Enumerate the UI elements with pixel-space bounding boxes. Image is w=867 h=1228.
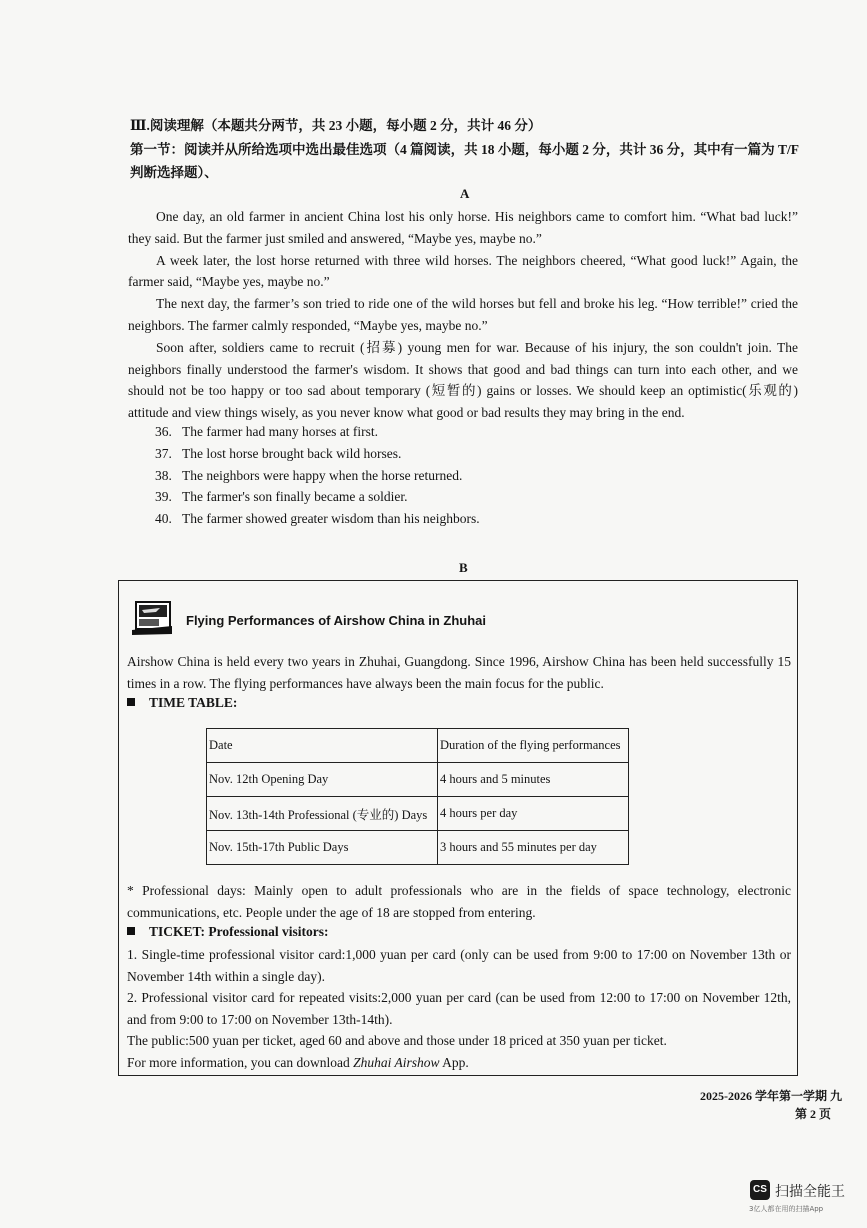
- question-item: [155, 465, 480, 487]
- passage-b-intro: Airshow China is held every two years in Zhuhai, Guangdong. Since 1996, Airshow China has been held successfully 15 times in a row. The flying performances have always been the main focus for the public.: [127, 654, 791, 691]
- question-number: 39.: [155, 489, 172, 505]
- question-number: 38.: [155, 467, 172, 483]
- footer-term: 2025-2026 学年第一学期 九: [700, 1089, 842, 1103]
- question-number: 37.: [155, 445, 172, 461]
- table-cell: Nov. 13th-14th Professional (专业的) Days: [207, 797, 438, 831]
- table-row: [207, 797, 629, 831]
- table-cell: 4 hours per day: [438, 797, 629, 831]
- passage-a-label: A: [460, 186, 470, 201]
- table-header-cell: Date: [207, 729, 438, 763]
- question-item: [155, 421, 480, 443]
- table-cell: 3 hours and 55 minutes per day: [438, 831, 629, 865]
- question-number: 40.: [155, 511, 172, 527]
- table-row: [207, 763, 629, 797]
- section-title: Ⅲ.阅读理解（本题共分两节，共 23 小题，每小题 2 分，共计 46 分）: [130, 118, 542, 133]
- professional-days-note: * Professional days: Mainly open to adult professionals who are in the fields of space technology, electronic communications, etc. People under the age of 18 are stopped from entering.: [127, 883, 791, 920]
- ticket-line: 1. Single-time professional visitor card:1,000 yuan per card (only can be used from 9:00 to 17:00 on November 13th or November 14th within a single day).: [127, 947, 791, 984]
- app-name: Zhuhai Airshow: [353, 1054, 440, 1070]
- table-row: [207, 831, 629, 865]
- question-text: The farmer showed greater wisdom than his neighbors.: [182, 511, 480, 527]
- watermark-subtext: 3亿人都在用的扫描App: [749, 1205, 824, 1213]
- timetable: [206, 728, 629, 865]
- square-bullet-icon: [127, 698, 135, 706]
- table-header-cell: Duration of the flying performances: [438, 729, 629, 763]
- footer-page-number: 第 2 页: [795, 1107, 832, 1121]
- passage-b-title: Flying Performances of Airshow China in Zhuhai: [186, 613, 486, 628]
- more-info-line: [127, 1052, 791, 1074]
- ticket-heading: [127, 924, 329, 940]
- ticket-heading-text: TICKET: Professional visitors:: [149, 924, 329, 939]
- table-cell: Nov. 15th-17th Public Days: [207, 831, 438, 865]
- question-item: [155, 443, 480, 465]
- watermark-text: 扫描全能王: [775, 1184, 845, 1200]
- question-number: 36.: [155, 424, 172, 439]
- sub-section-title: 第一节：阅读并从所给选项中选出最佳选项（4 篇阅读，共 18 小题，每小题 2 分，共计 36 分，其中有一篇为 T/F 判断选择题）、: [130, 142, 799, 180]
- passage-a-paragraph: One day, an old farmer in ancient China lost his only horse. His neighbors came to comfort him. “What bad luck!” they said. But the farmer just smiled and answered, “Maybe yes, maybe no.”: [128, 209, 798, 246]
- timetable-heading: [127, 695, 237, 711]
- passage-a-text: [128, 206, 798, 424]
- timetable-heading-text: TIME TABLE:: [149, 695, 238, 710]
- question-text: The farmer had many horses at first.: [182, 424, 379, 439]
- ticket-line: 2. Professional visitor card for repeated visits:2,000 yuan per card (can be used from 12:00 to 17:00 on November 12th, and from 9:00 to 17:00 on November 13th-14th).: [127, 990, 791, 1027]
- ticket-info: [127, 944, 791, 1073]
- square-bullet-icon: [127, 927, 135, 935]
- question-item: [155, 486, 480, 508]
- passage-a-paragraph: Soon after, soldiers came to recruit (招募) young men for war. Because of his injury, the son couldn't join. The neighbors finally understood the farmer's wisdom. It shows that good and bad things can turn into each other, and we should not be too happy or too sad about temporary (短暂的) gains or losses. We should keep an optimistic(乐观的) attitude and view things wisely, as you never know what good or bad results they may bring in the end.: [128, 339, 798, 421]
- table-cell: 4 hours and 5 minutes: [438, 763, 629, 797]
- passage-a-paragraph: A week later, the lost horse returned with three wild horses. The neighbors cheered, “What good luck!” Again, the farmer said, “Maybe yes, maybe no.”: [128, 252, 798, 290]
- more-info-prefix: For more information, you can download: [127, 1054, 354, 1070]
- camscanner-logo-icon: CS: [750, 1180, 770, 1200]
- table-cell: Nov. 12th Opening Day: [207, 763, 438, 797]
- passage-b-box: [118, 580, 798, 1076]
- question-item: [155, 508, 480, 530]
- question-text: The lost horse brought back wild horses.: [182, 445, 402, 461]
- question-text: The neighbors were happy when the horse returned.: [182, 467, 463, 483]
- passage-b-label: B: [459, 560, 468, 575]
- ticket-line: The public:500 yuan per ticket, aged 60 and above and those under 18 priced at 350 yuan per ticket.: [127, 1033, 667, 1048]
- question-list: [155, 421, 480, 530]
- airshow-logo-icon: [130, 600, 174, 636]
- table-header-row: [207, 729, 629, 763]
- passage-a-paragraph: The next day, the farmer’s son tried to ride one of the wild horses but fell and broke his leg. “How terrible!” cried the neighbors. The farmer calmly responded, “Maybe yes, maybe no.”: [128, 296, 798, 333]
- question-text: The farmer's son finally became a soldier.: [182, 489, 408, 505]
- more-info-suffix: App.: [439, 1054, 469, 1070]
